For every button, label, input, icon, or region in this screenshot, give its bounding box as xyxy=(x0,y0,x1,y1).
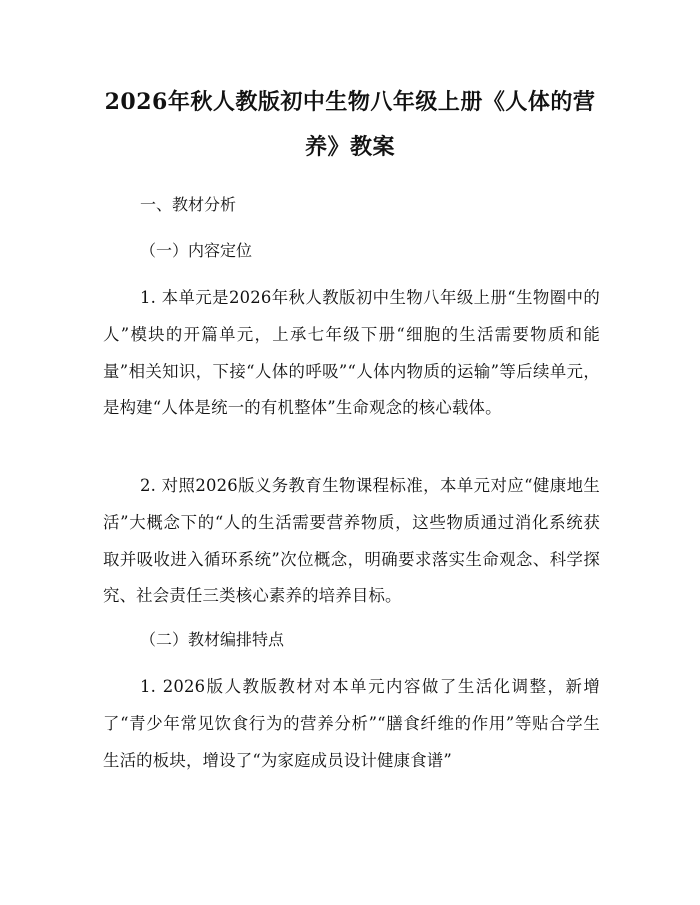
paragraph-compilation-1: 1. 2026版人教版教材对本单元内容做了生活化调整，新增了“青少年常见饮食行为的营养分析”“膳食纤维的作用”等贴合学生生活的板块，增设了“为家庭成员设计健康食谱” xyxy=(103,677,600,770)
paragraph-positioning-1: 1. 本单元是2026年秋人教版初中生物八年级上册“生物圈中的人”模块的开篇单元，上承七年级下册“细胞的生活需要物质和能量”相关知识，下接“人体的呼吸”“人体内物质的运输”等后续单元，是构建“人体是统一的有机整体”生命观念的核心载体。 xyxy=(103,288,600,418)
section-heading-textbook-analysis: 一、教材分析 xyxy=(140,195,237,214)
document-title: 2026年秋人教版初中生物八年级上册《人体的营养》教案 xyxy=(104,89,596,160)
subsection-heading-content-positioning: （一）内容定位 xyxy=(140,241,253,260)
paragraph-positioning-2: 2. 对照2026版义务教育生物课程标准，本单元对应“健康地生活”大概念下的“人的生活需要营养物质，这些物质通过消化系统获取并吸收进入循环系统”次位概念，明确要求落实生命观念、科学探究、社会责任三类核心素养的培养目标。 xyxy=(103,476,600,606)
subsection-heading-compilation-features: （二）教材编排特点 xyxy=(140,630,285,649)
